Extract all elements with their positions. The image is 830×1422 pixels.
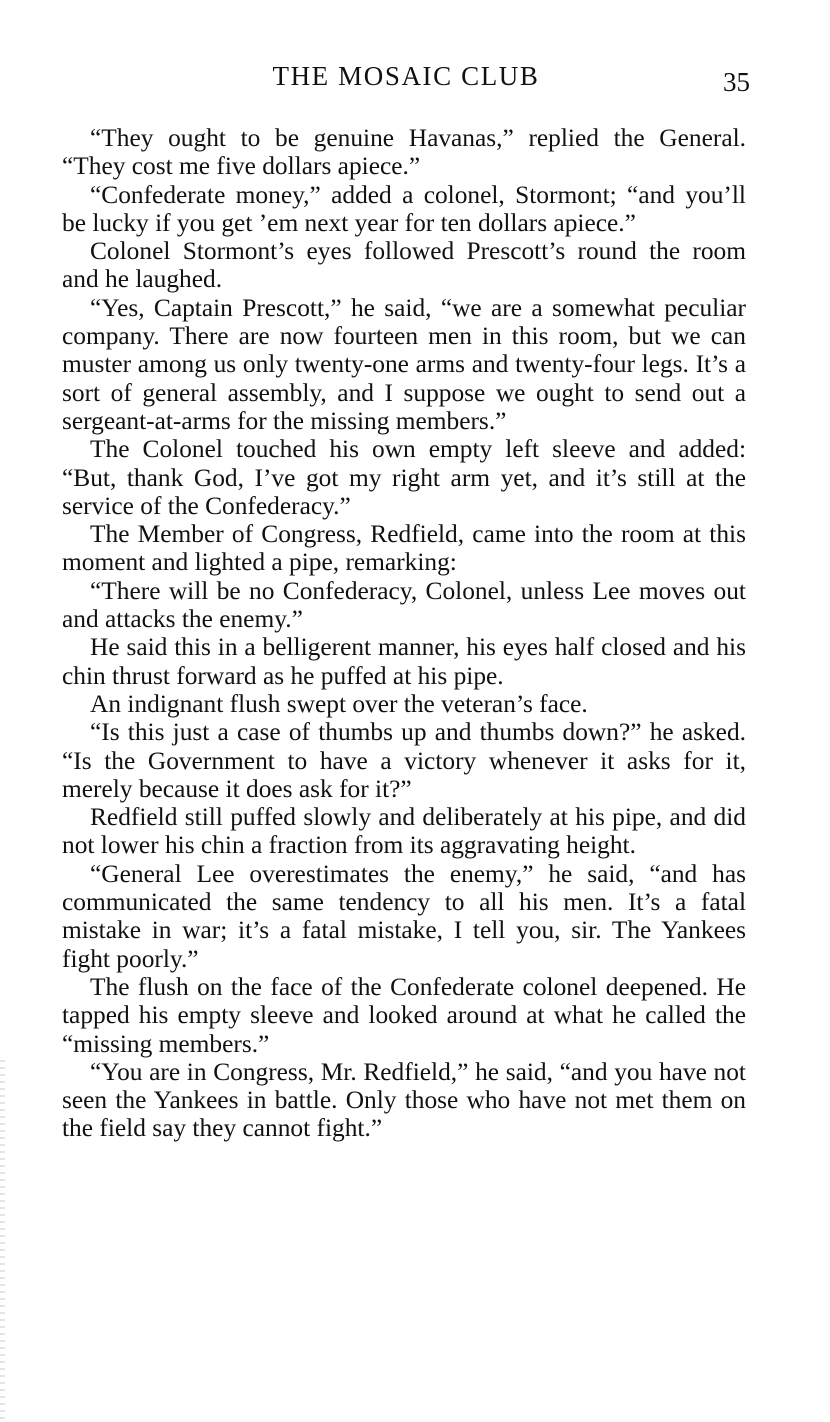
- paragraph-14: “You are in Congress, Mr. Redfield,” he said, “and you have not seen the Yankees in battle. Only those who have not met them on the field say they cannot fight.”: [62, 1057, 746, 1143]
- paragraph-13: The flush on the face of the Confederate colonel deepened. He tapped his empty sleeve and looked around at what he called the “missing members.”: [62, 972, 746, 1058]
- running-title: THE MOSAIC CLUB: [272, 61, 540, 91]
- paragraph-2: “Confederate money,” added a colonel, Stormont; “and you’ll be lucky if you get ’em next year for ten dollars apiece.”: [62, 180, 746, 237]
- body-text: [62, 124, 746, 1143]
- scan-edge-artifact: [0, 1060, 5, 1422]
- paragraph-6: The Member of Congress, Redfield, came into the room at this moment and lighted a pipe, remarking:: [62, 520, 746, 577]
- paragraph-12: “General Lee overestimates the enemy,” he said, “and has communicated the same tendency to all his men. It’s a fatal mistake in war; it’s a fatal mistake, I tell you, sir. The Yankees fight poorly.”: [62, 859, 746, 973]
- page-number: 35: [723, 67, 750, 97]
- paragraph-9: An indignant flush swept over the veteran’s face.: [90, 689, 588, 718]
- paragraph-11: Redfield still puffed slowly and deliberately at his pipe, and did not lower his chin a fraction from its aggravating height.: [62, 803, 746, 860]
- paragraph-8: He said this in a belligerent manner, his eyes half closed and his chin thrust forward as he puffed at his pipe.: [62, 633, 746, 690]
- paragraph-4: “Yes, Captain Prescott,” he said, “we are a somewhat peculiar company. There are now fourteen men in this room, but we can muster among us only twenty-one arms and twenty-four legs. It’s a sort of general assembly, and I suppose we ought to send out a sergeant-at-arms for the missing members.”: [62, 293, 746, 435]
- paragraph-5: The Colonel touched his own empty left sleeve and added: “But, thank God, I’ve got my right arm yet, and it’s still at the service of the Confederacy.”: [62, 435, 746, 520]
- paragraph-3: Colonel Stormont’s eyes followed Prescott’s round the room and he laughed.: [62, 237, 746, 294]
- paragraph-10: “Is this just a case of thumbs up and thumbs down?” he asked. “Is the Government to have a victory whenever it asks for it, merely because it does ask for it?”: [62, 718, 746, 803]
- paragraph-1: “They ought to be genuine Havanas,” replied the General. “They cost me five dollars apiece.”: [62, 124, 746, 181]
- paragraph-7: “There will be no Confederacy, Colonel, unless Lee moves out and attacks the enemy.”: [62, 576, 746, 634]
- running-head: [62, 58, 750, 98]
